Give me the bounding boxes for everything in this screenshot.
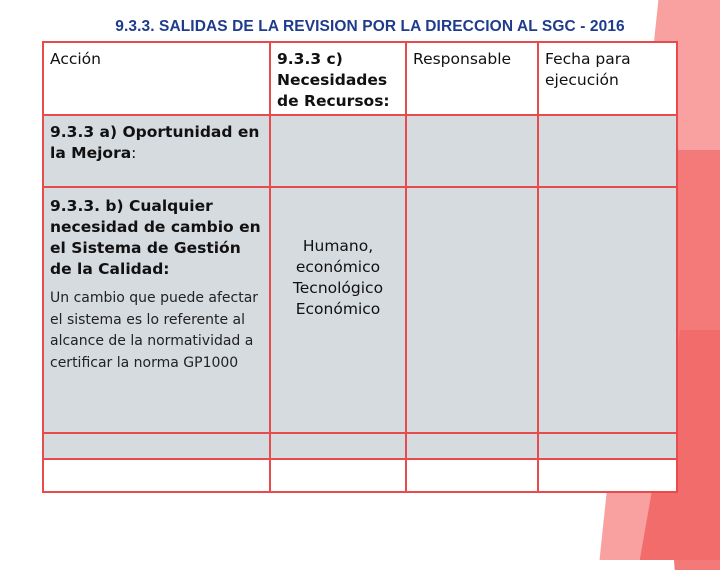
row-a-suffix: : (131, 144, 137, 162)
row-a-label: 9.3.3 a) Oportunidad en la Mejora (50, 123, 260, 162)
row-a-recursos (269, 114, 407, 188)
recursos-line: Económico (295, 300, 381, 318)
recursos-line: Tecnológico (292, 279, 384, 297)
empty-cell (537, 432, 678, 460)
row-b-detail: Un cambio que puede afectar el sistema es lo referente al alcance de la normatividad a certificar la norma GP1000 (50, 290, 259, 371)
row-b-label: 9.3.3. b) Cualquier necesidad de cambio en el Sistema de Gestión de la Calidad: (50, 197, 261, 278)
header-responsable: Responsable (405, 41, 539, 116)
row-b-cell (42, 186, 271, 434)
header-necesidades-text: 9.3.3 c) Necesidades de Recursos: (277, 50, 390, 110)
empty-cell (405, 432, 539, 460)
header-accion: Acción (42, 41, 271, 116)
empty-cell (269, 458, 407, 493)
empty-cell (42, 458, 271, 493)
row-b-fecha (537, 186, 678, 434)
review-table (42, 41, 678, 493)
row-b-responsable (405, 186, 539, 434)
empty-cell (269, 432, 407, 460)
header-fecha: Fecha para ejecución (537, 41, 678, 116)
empty-cell (537, 458, 678, 493)
empty-cell (42, 432, 271, 460)
row-a-responsable (405, 114, 539, 188)
recursos-line: Humano, (302, 237, 374, 255)
header-necesidades (269, 41, 407, 116)
recursos-line: económico (295, 258, 381, 276)
row-a-fecha (537, 114, 678, 188)
row-b-recursos (269, 186, 407, 434)
row-a-cell (42, 114, 271, 188)
empty-cell (405, 458, 539, 493)
page-title: 9.3.3. SALIDAS DE LA REVISION POR LA DIRECCION AL SGC - 2016 (115, 18, 625, 35)
